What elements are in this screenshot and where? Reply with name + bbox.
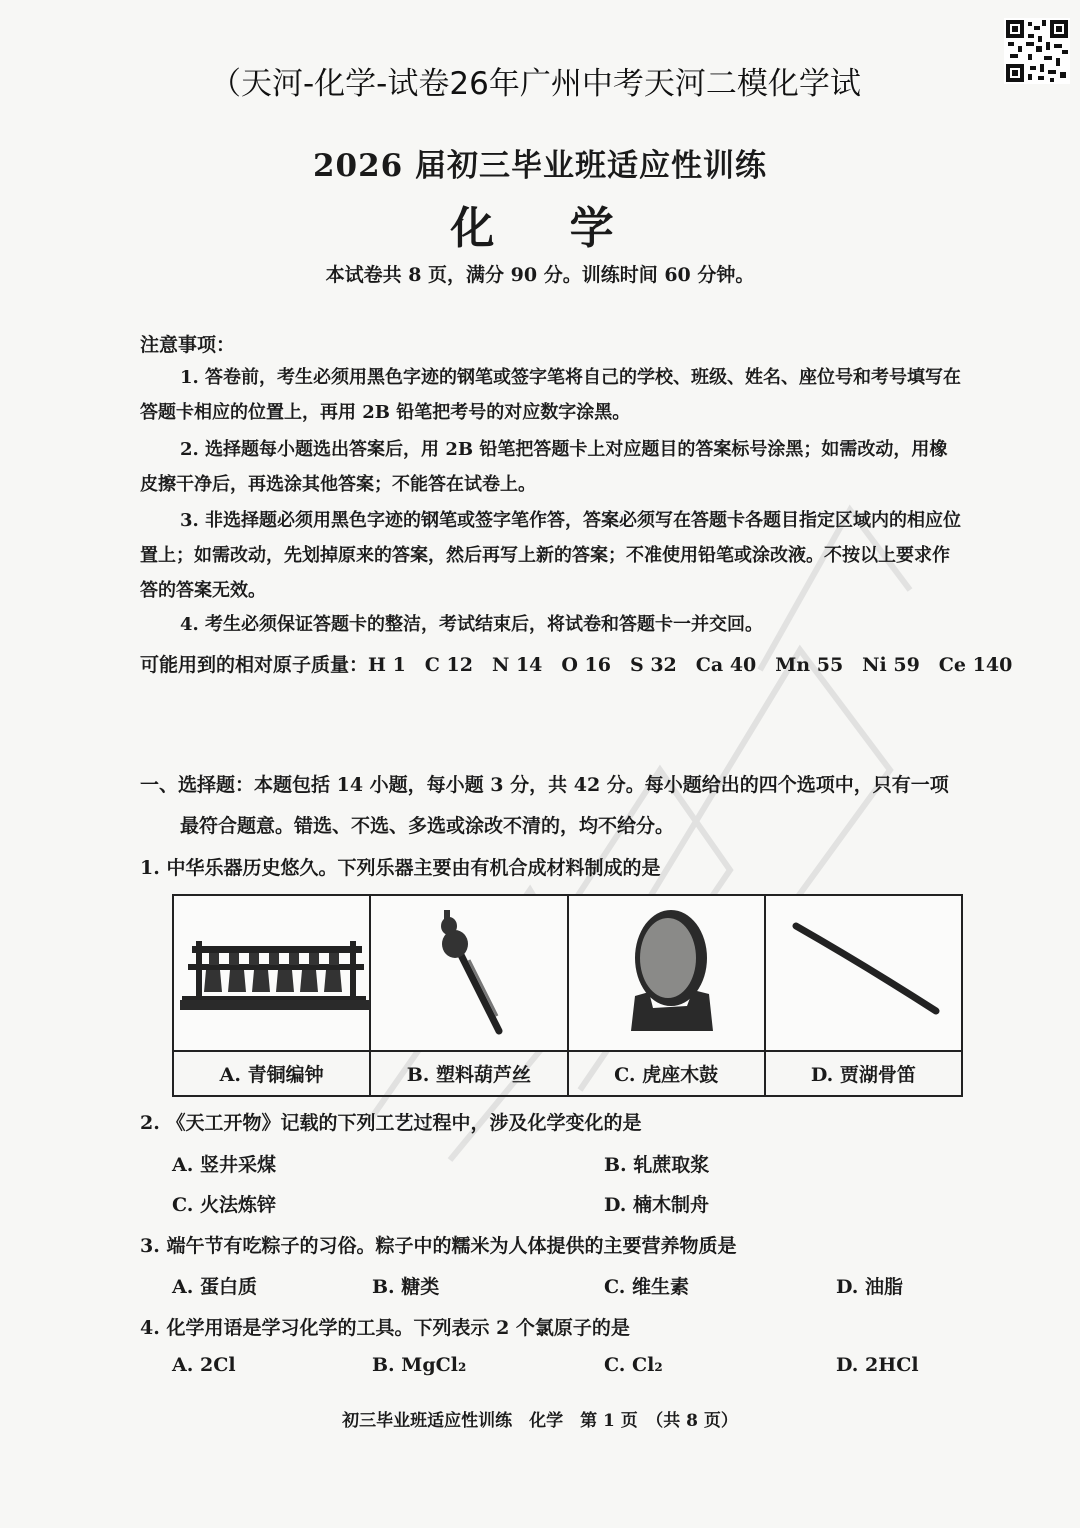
option-c-image-cell: [568, 895, 765, 1051]
question-2-stem: 2. 《天工开物》记载的下列工艺过程中，涉及化学变化的是: [140, 1112, 642, 1134]
question-4-option-b: B. MgCl₂: [372, 1354, 467, 1376]
section-heading-line1: 一、选择题：本题包括 14 小题，每小题 3 分，共 42 分。每小题给出的四个选项中，只有一项: [140, 774, 949, 796]
exam-title: 2026 届初三毕业班适应性训练: [312, 148, 768, 184]
question-2-option-b: B. 轧蔗取浆: [604, 1154, 710, 1176]
section-heading-line2: 最符合题意。错选、不选、多选或涂改不清的，均不给分。: [180, 815, 675, 837]
exam-info: 本试卷共 8 页，满分 90 分。训练时间 60 分钟。: [325, 264, 755, 286]
question-4-option-c: C. Cl₂: [604, 1354, 663, 1376]
subject-title: 化 学: [450, 203, 644, 254]
notice-item-1: 1. 答卷前，考生必须用黑色字迹的钢笔或签字笔将自己的学校、班级、姓名、座位号和考号填写在答题卡相应的位置上，再用 2B 铅笔把考号的对应数字涂黑。: [140, 367, 962, 423]
option-b-image-cell: [370, 895, 567, 1051]
question-2-option-a: A. 竖井采煤: [172, 1154, 276, 1176]
notice-heading: 注意事项：: [140, 334, 236, 356]
question-3-option-b: B. 糖类: [372, 1276, 440, 1298]
question-4-option-d: D. 2HCl: [836, 1354, 919, 1376]
question-3-option-a: A. 蛋白质: [172, 1276, 257, 1298]
option-a-caption: A. 青铜编钟: [173, 1051, 370, 1096]
bronze-bells-icon: [174, 896, 370, 1046]
cucurbit-flute-icon: [371, 896, 567, 1046]
bone-flute-icon: [766, 896, 962, 1046]
question-1-stem: 1. 中华乐器历史悠久。下列乐器主要由有机合成材料制成的是: [140, 857, 661, 879]
question-3-option-d: D. 油脂: [836, 1276, 904, 1298]
notice-item-3: 3. 非选择题必须用黑色字迹的钢笔或签字笔作答，答案必须写在答题卡各题目指定区域内的相应位置上；如需改动，先划掉原来的答案，然后再写上新的答案；不准使用铅笔或涂改液。不按以上要求作答的答案无效。: [140, 510, 962, 601]
qr-code-icon[interactable]: [1004, 18, 1070, 84]
question-4-option-a: A. 2Cl: [172, 1354, 236, 1376]
question-2-option-d: D. 楠木制舟: [604, 1194, 710, 1216]
question-2-option-c: C. 火法炼锌: [172, 1194, 277, 1216]
option-d-caption: D. 贾湖骨笛: [765, 1051, 962, 1096]
notice-item-4: 4. 考生必须保证答题卡的整洁，考试结束后，将试卷和答题卡一并交回。: [180, 614, 764, 635]
question-3-stem: 3. 端午节有吃粽子的习俗。粽子中的糯米为人体提供的主要营养物质是: [140, 1235, 737, 1257]
option-d-image-cell: [765, 895, 962, 1051]
section-heading: [140, 765, 970, 847]
question-3-option-c: C. 维生素: [604, 1276, 690, 1298]
option-c-caption: C. 虎座木鼓: [568, 1051, 765, 1096]
question-4-stem: 4. 化学用语是学习化学的工具。下列表示 2 个氯原子的是: [140, 1317, 630, 1339]
notice-item-2: 2. 选择题每小题选出答案后，用 2B 铅笔把答题卡上对应题目的答案标号涂黑；如需改动，用橡皮擦干净后，再选涂其他答案；不能答在试卷上。: [140, 439, 948, 495]
question-1-image-table: [172, 894, 963, 1097]
option-b-caption: B. 塑料葫芦丝: [370, 1051, 567, 1096]
page-footer: 初三毕业班适应性训练 化学 第 1 页 （共 8 页）: [342, 1411, 738, 1431]
atomic-masses: 可能用到的相对原子质量：H 1 C 12 N 14 O 16 S 32 Ca 40 Mn 55 Ni 59 Ce 140: [140, 654, 1013, 676]
wooden-drum-icon: [569, 896, 765, 1046]
source-header: （天河-化学-试卷26年广州中考天河二模化学试: [210, 66, 861, 102]
option-a-image-cell: [173, 895, 370, 1051]
